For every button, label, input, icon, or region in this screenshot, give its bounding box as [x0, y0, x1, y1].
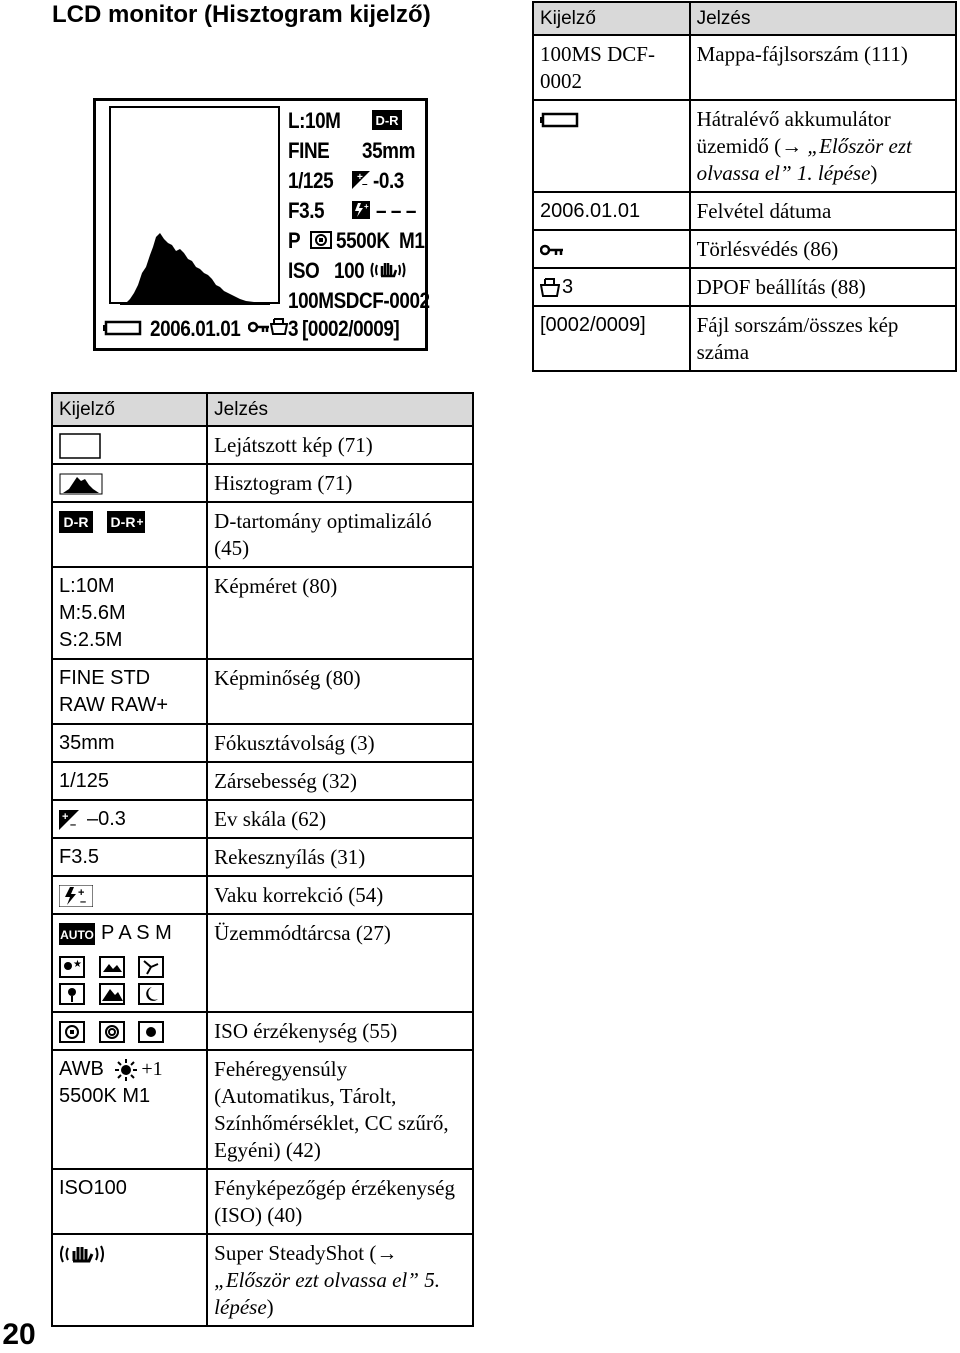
key-text: 100MS DCF-0002 — [540, 42, 655, 93]
key-steadyshot — [52, 1234, 207, 1326]
daylight-sun-icon — [115, 1059, 137, 1081]
val-image-size: Képméret (80) — [207, 567, 473, 659]
protect-key-icon — [248, 320, 270, 334]
val-folder-file: Mappa-fájlsorszám (111) — [690, 35, 956, 100]
table-row — [52, 1234, 473, 1326]
key-text: 3 — [562, 276, 574, 298]
val-white-balance: Fehéregyensúly (Automatikus, Tárolt, Színhőmérséklet, CC szűrő, Egyéni) (42) — [207, 1050, 473, 1169]
protect-key-icon — [540, 243, 564, 257]
key-dpof — [533, 268, 690, 306]
twilight-portrait-icon — [59, 956, 85, 978]
key-image-size: L:10M M:5.6M S:2.5M — [52, 567, 207, 659]
svg-text:+: + — [136, 514, 144, 529]
svg-text:+: + — [357, 172, 363, 183]
table-row — [52, 800, 473, 838]
val-italic-text: „Először ezt olvassa el” 1. lépése — [696, 134, 912, 185]
key-mode-dial — [52, 914, 207, 1012]
table-row — [533, 268, 956, 306]
page-title: LCD monitor (Hisztogram kijelző) — [52, 1, 431, 28]
val-playback-image: Lejátszott kép (71) — [207, 426, 473, 464]
metering-spot-icon — [138, 1021, 164, 1043]
table-row — [52, 659, 473, 724]
arrow-icon: → — [376, 1241, 398, 1265]
lcd-quality: FINE — [288, 138, 330, 163]
scene-icons — [59, 953, 200, 1007]
lcd-focal-length: 35mm — [362, 138, 415, 163]
histogram-graph — [120, 225, 270, 305]
landscape-snow-icon — [99, 956, 125, 978]
lcd-mode: P — [288, 228, 301, 253]
key-folder-file — [533, 35, 690, 100]
ev-icon — [352, 171, 370, 189]
legend-table-bottom — [51, 392, 474, 1327]
val-italic-text: „Először ezt olvassa el” 5. lépése — [214, 1268, 440, 1319]
key-text: AWB — [59, 1058, 104, 1080]
ev-icon — [59, 810, 79, 830]
svg-text:D-R: D-R — [375, 113, 399, 128]
lcd-image-size: L:10M — [288, 108, 341, 133]
lcd-aperture: F3.5 — [288, 198, 325, 223]
lcd-folder-file: 100MSDCF-0002 — [288, 288, 430, 313]
key-playback-image — [52, 426, 207, 464]
lcd-flash-comp-value: – – – — [376, 198, 416, 223]
val-metering: ISO érzékenység (55) — [207, 1012, 473, 1050]
table-header-row — [52, 393, 473, 426]
column-header-kijelzo: Kijelző — [533, 2, 690, 35]
val-text: Hátralévő akkumulátor üzemidő ( — [696, 107, 891, 158]
legend-table-top — [532, 1, 957, 372]
svg-text:D-R: D-R — [63, 513, 89, 530]
val-focal: Fókusztávolság (3) — [207, 724, 473, 762]
svg-text:+: + — [78, 886, 85, 899]
val-protect: Törlésvédés (86) — [690, 230, 956, 268]
key-focal: 35mm — [52, 724, 207, 762]
steadyshot-icon — [370, 260, 406, 280]
lcd-ev-value: -0.3 — [373, 168, 404, 193]
svg-text:D-R: D-R — [110, 513, 136, 530]
key-flash-comp — [52, 876, 207, 914]
val-aperture: Rekesznyílás (31) — [207, 838, 473, 876]
table-row — [533, 192, 956, 230]
val-text-end: ) — [870, 161, 878, 185]
lcd-dpof-count: 3 — [288, 316, 299, 341]
battery-icon — [540, 112, 580, 128]
lcd-wb-m: M1 — [399, 228, 425, 253]
d-range-icon — [59, 511, 93, 533]
column-header-kijelzo: Kijelző — [52, 393, 207, 426]
lcd-iso-label: ISO — [288, 258, 320, 283]
key-metering — [52, 1012, 207, 1050]
table-row — [52, 567, 473, 659]
lcd-wb: 5500K — [336, 228, 390, 253]
key-extra-text: +1 — [141, 1058, 163, 1080]
table-row — [52, 1050, 473, 1169]
metering-multi-icon — [310, 231, 332, 249]
key-text: P A S M — [101, 922, 172, 944]
table-row — [52, 914, 473, 1012]
val-flash-comp: Vaku korrekció (54) — [207, 876, 473, 914]
key-battery — [533, 100, 690, 192]
key-text: –0.3 — [87, 808, 126, 830]
val-histogram: Hisztogram (71) — [207, 464, 473, 502]
table-row — [52, 1012, 473, 1050]
macro-flower-icon — [59, 983, 85, 1005]
key-d-range — [52, 502, 207, 567]
key-iso: ISO100 — [52, 1169, 207, 1234]
histogram-icon — [59, 473, 103, 495]
table-row — [52, 464, 473, 502]
val-dpof: DPOF beállítás (88) — [690, 268, 956, 306]
auto-mode-icon — [59, 923, 95, 945]
metering-center-icon — [99, 1021, 125, 1043]
sports-icon — [138, 956, 164, 978]
svg-text:–: – — [362, 179, 368, 189]
val-shutter: Zársebesség (32) — [207, 762, 473, 800]
column-header-jelzes: Jelzés — [690, 2, 956, 35]
key-aperture: F3.5 — [52, 838, 207, 876]
table-row — [52, 876, 473, 914]
table-row — [533, 100, 956, 192]
table-row — [52, 426, 473, 464]
val-mode-dial: Üzemmódtárcsa (27) — [207, 914, 473, 1012]
val-iso: Fényképezőgép érzékenység (ISO) (40) — [207, 1169, 473, 1234]
val-text: Super SteadyShot ( — [214, 1241, 377, 1265]
table-row — [52, 838, 473, 876]
val-battery — [690, 100, 956, 192]
dpof-print-icon — [540, 278, 560, 298]
svg-text:–: – — [70, 818, 77, 830]
lcd-shutter: 1/125 — [288, 168, 334, 193]
column-header-jelzes: Jelzés — [207, 393, 473, 426]
table-row — [52, 762, 473, 800]
d-range-icon — [372, 110, 402, 130]
table-row — [52, 1169, 473, 1234]
lcd-iso-value: 100 — [334, 258, 365, 283]
key-ev — [52, 800, 207, 838]
table-row — [533, 35, 956, 100]
key-histogram — [52, 464, 207, 502]
battery-icon — [103, 320, 143, 336]
val-quality: Képminőség (80) — [207, 659, 473, 724]
table-header-row — [533, 2, 956, 35]
svg-text:–: – — [80, 895, 87, 907]
key-date: 2006.01.01 — [533, 192, 690, 230]
steadyshot-icon — [59, 1243, 105, 1265]
playback-frame-icon — [59, 433, 101, 459]
svg-text:+: + — [62, 810, 69, 823]
lcd-counter: [0002/0009] — [302, 316, 400, 341]
table-row — [52, 502, 473, 567]
page-number: 20 — [2, 1318, 36, 1351]
val-counter: Fájl sorszám/összes kép száma — [690, 306, 956, 371]
flash-comp-icon — [59, 885, 93, 907]
svg-text:+: + — [364, 202, 369, 211]
val-d-range: D-tartomány optimalizáló (45) — [207, 502, 473, 567]
svg-text:★: ★ — [73, 958, 82, 970]
table-row — [533, 230, 956, 268]
val-steadyshot — [207, 1234, 473, 1326]
key-counter: [0002/0009] — [533, 306, 690, 371]
metering-multi-icon — [59, 1021, 85, 1043]
d-range-plus-icon — [107, 511, 145, 533]
dpof-print-icon — [270, 318, 288, 336]
table-row — [533, 306, 956, 371]
val-ev: Ev skála (62) — [207, 800, 473, 838]
key-text-line2: 5500K M1 — [59, 1085, 151, 1107]
val-text-end: ) — [266, 1295, 274, 1319]
key-protect — [533, 230, 690, 268]
svg-text:AUTO: AUTO — [60, 927, 94, 942]
landscape-icon — [99, 983, 125, 1005]
key-shutter: 1/125 — [52, 762, 207, 800]
key-white-balance — [52, 1050, 207, 1169]
key-quality: FINE STD RAW RAW+ — [52, 659, 207, 724]
lcd-date: 2006.01.01 — [150, 316, 241, 341]
val-date: Felvétel dátuma — [690, 192, 956, 230]
flash-comp-icon — [352, 201, 370, 219]
night-view-icon — [138, 983, 164, 1005]
arrow-icon: → — [781, 134, 803, 158]
table-row — [52, 724, 473, 762]
